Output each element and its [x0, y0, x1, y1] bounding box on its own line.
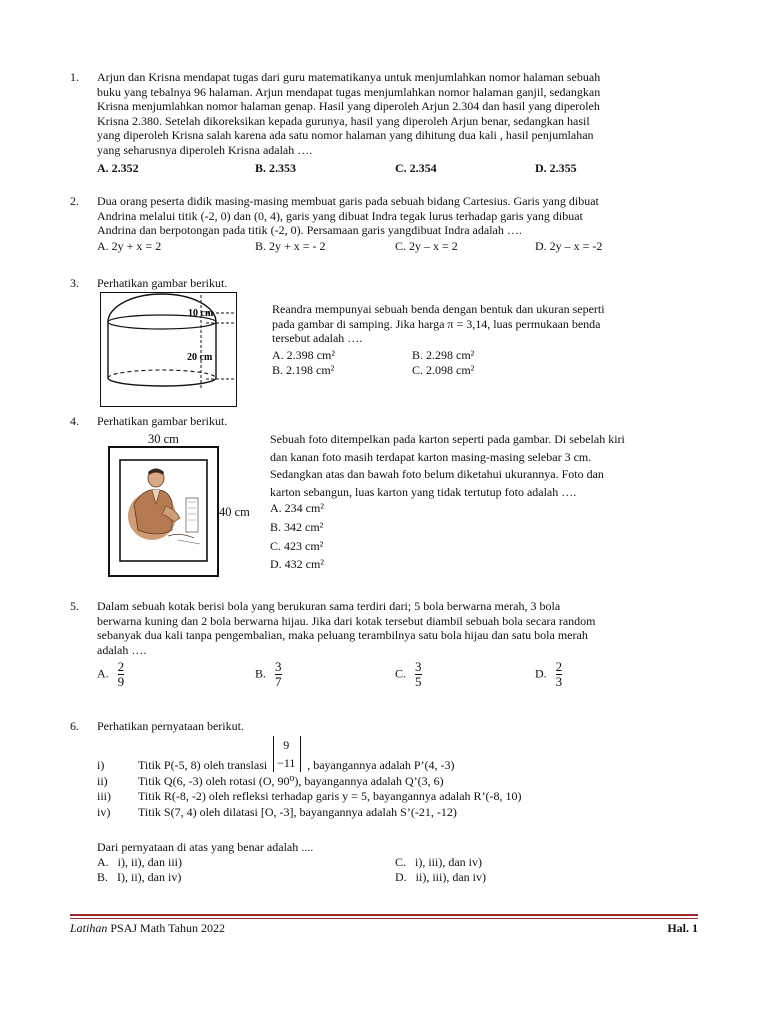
fraction — [556, 660, 563, 689]
q3-option-b: B. 2.298 cm² — [412, 348, 475, 362]
q6-option-d — [395, 870, 486, 885]
option-text: I), ii), dan iv) — [117, 870, 182, 884]
q2-line: Dua orang peserta didik masing-masing membuat garis pada sebuah bidang Cartesius. Garis yang dibuat — [97, 194, 599, 208]
q6-option-b — [97, 870, 181, 885]
q5-option-c — [395, 660, 422, 689]
q6-option-c — [395, 855, 482, 870]
footer-rule — [70, 918, 698, 919]
fraction — [118, 660, 125, 689]
q4-line: Sedangkan atas dan bawah foto belum diketahui ukurannya. Foto dan — [270, 467, 604, 482]
option-text: i), ii), dan iii) — [117, 855, 182, 869]
option-label: C. — [395, 855, 407, 869]
numerator: 2 — [117, 659, 125, 674]
fraction — [415, 660, 422, 689]
option-label: C. — [395, 666, 407, 681]
q1-line: buku yang tebalnya 96 halaman. Arjun mendapat tugas menjumlahkan nomor halaman ganjil, sedangkan — [97, 84, 601, 99]
q6-option-a — [97, 855, 182, 870]
q6-item-4: Titik S(7, 4) oleh dilatasi [O, -3], bayangannya adalah S’(-21, -12) — [138, 805, 457, 819]
q2-line: Andrina melalui titik (-2, 0) dan (0, 4), garis yang dibuat Indra tegak lurus terhadap garis yang dibuat — [97, 208, 583, 223]
q6-item-roman: iii) — [97, 789, 111, 803]
q4-line: Sebuah foto ditempelkan pada karton seperti pada gambar. Di sebelah kiri — [270, 432, 625, 446]
q6-number: 6. — [70, 719, 79, 733]
denominator: 7 — [275, 674, 282, 689]
q3-option-c: C. 2.098 cm² — [412, 363, 475, 377]
numerator: 3 — [415, 659, 422, 674]
q1-text — [97, 70, 697, 158]
q3-option-a: A. 2.398 cm² — [272, 348, 335, 362]
photo-frame-figure — [108, 446, 220, 578]
option-label: B. — [255, 666, 267, 681]
q2-option-b: B. 2y + x = - 2 — [255, 239, 326, 253]
q1-line: Krisna 2.380. Setelah dikoreksikan kepada gurunya, hasil yang diperoleh Arjun benar, sedangkan hasil — [97, 113, 590, 128]
option-label: A. — [97, 855, 109, 869]
q4-number: 4. — [70, 414, 79, 428]
label-40cm: 40 cm — [219, 505, 250, 519]
cylinder-base-back — [108, 370, 216, 378]
footer-title — [70, 921, 225, 936]
option-label: B. — [97, 870, 109, 884]
q2-number: 2. — [70, 194, 79, 208]
label-30cm: 30 cm — [148, 432, 179, 446]
matrix-bottom: −11 — [277, 756, 296, 771]
denominator: 3 — [555, 674, 563, 689]
q6-item-2: Titik Q(6, -3) oleh rotasi (O, 90⁰), bayangannya adalah Q’(3, 6) — [138, 774, 444, 788]
matrix-top: 9 — [283, 738, 290, 753]
q5-option-a — [97, 660, 124, 689]
q1-line: yang diperoleh Krisna salah karena ada satu nomor halaman yang dihitung dua kali , hasil penjumlahan — [97, 128, 594, 143]
option-label: D. — [395, 870, 407, 884]
translation-vector — [270, 738, 304, 772]
option-label: A. — [97, 666, 109, 681]
q5-line: sebanyak dua kali tanpa pengembalian, maka peluang terambilnya satu bola hijau dan satu bola merah — [97, 628, 588, 643]
page-number: Hal. 1 — [667, 921, 698, 935]
q3-line: tersebut adalah …. — [272, 331, 363, 346]
q6-item-1 — [138, 738, 455, 773]
q4-line: karton sebangun, luas karton yang tidak tertutup foto adalah …. — [270, 484, 577, 499]
q4-option-b: B. 342 cm² — [270, 520, 324, 534]
footer-italic: Latihan — [70, 921, 108, 935]
q4-option-c: C. 423 cm² — [270, 539, 324, 553]
q6-question: Dari pernyataan di atas yang benar adalah .... — [97, 840, 314, 854]
q4-text — [270, 432, 698, 499]
q1-number: 1. — [70, 70, 79, 84]
q3-line: Reandra mempunyai sebuah benda dengan bentuk dan ukuran seperti — [272, 302, 605, 316]
q4-option-a: A. 234 cm² — [270, 501, 324, 515]
option-text: i), iii), dan iv) — [415, 855, 482, 869]
label-10cm: 10 cm — [188, 308, 214, 319]
q4-line: dan kanan foto masih terdapat karton masing-masing selebar 3 cm. — [270, 449, 592, 464]
q2-line: Andrina dan berpotongan pada titik (-2, 0). Persamaan garis yangdibuat Indra adalah …. — [97, 223, 522, 238]
cylinder-hemisphere-figure — [100, 292, 250, 408]
q4-intro: Perhatikan gambar berikut. — [97, 414, 228, 428]
label-20cm: 20 cm — [187, 352, 213, 363]
cylinder-base-front — [108, 378, 216, 386]
numerator: 3 — [275, 659, 282, 674]
q1-line: yang seharusnya diperoleh Krisna adalah …. — [97, 142, 313, 157]
q1-option-b: B. 2.353 — [255, 161, 297, 175]
q1-option-c: C. 2.354 — [395, 161, 437, 175]
q6-item-roman: i) — [97, 758, 105, 772]
q6-item-text: Titik P(-5, 8) oleh translasi — [138, 758, 268, 772]
q2-option-c: C. 2y – x = 2 — [395, 239, 458, 253]
q6-item-3: Titik R(-8, -2) oleh refleksi terhadap garis y = 5, bayangannya adalah R’(-8, 10) — [138, 789, 522, 803]
q5-number: 5. — [70, 599, 79, 613]
footer-rest: PSAJ Math Tahun 2022 — [107, 921, 225, 935]
q5-option-b — [255, 660, 282, 689]
q2-text — [97, 194, 697, 238]
option-text: ii), iii), dan iv) — [415, 870, 486, 884]
q1-line: Arjun dan Krisna mendapat tugas dari guru matematikanya untuk menjumlahkan nomor halaman sebuah — [97, 70, 601, 84]
q3-intro: Perhatikan gambar berikut. — [97, 276, 228, 290]
denominator: 9 — [117, 674, 125, 689]
q3-option-b2: B. 2.198 cm² — [272, 363, 335, 377]
fraction — [275, 660, 282, 689]
q6-intro: Perhatikan pernyataan berikut. — [97, 719, 244, 733]
numerator: 2 — [555, 659, 563, 674]
q1-option-a: A. 2.352 — [97, 161, 139, 175]
q6-item-roman: iv) — [97, 805, 111, 819]
q6-item-text: , bayangannya adalah P’(4, -3) — [307, 758, 455, 772]
q6-item-roman: ii) — [97, 774, 108, 788]
q5-text — [97, 599, 697, 657]
q1-option-d: D. 2.355 — [535, 161, 577, 175]
q5-option-d — [535, 660, 562, 689]
q2-option-a: A. 2y + x = 2 — [97, 239, 162, 253]
q2-option-d: D. 2y – x = -2 — [535, 239, 603, 253]
q5-line: adalah …. — [97, 642, 147, 657]
q1-line: Krisna menjumlahkan nomor halaman genap. Hasil yang diperoleh Arjun 2.304 dan hasil yang diperoleh — [97, 99, 600, 114]
q5-line: berwarna kuning dan 2 bola berwarna hijau. Jika dari kotak tersebut diambil sebuah bola secara random — [97, 613, 596, 628]
footer-rule — [70, 914, 698, 916]
q3-line: pada gambar di samping. Jika harga π = 3,14, luas permukaan benda — [272, 316, 601, 331]
q3-text — [272, 302, 696, 346]
q3-number: 3. — [70, 276, 79, 290]
denominator: 5 — [415, 674, 422, 689]
q5-line: Dalam sebuah kotak berisi bola yang berukuran sama terdiri dari; 5 bola berwarna merah, 3 bola — [97, 599, 561, 613]
q4-option-d: D. 432 cm² — [270, 557, 324, 571]
option-label: D. — [535, 666, 547, 681]
